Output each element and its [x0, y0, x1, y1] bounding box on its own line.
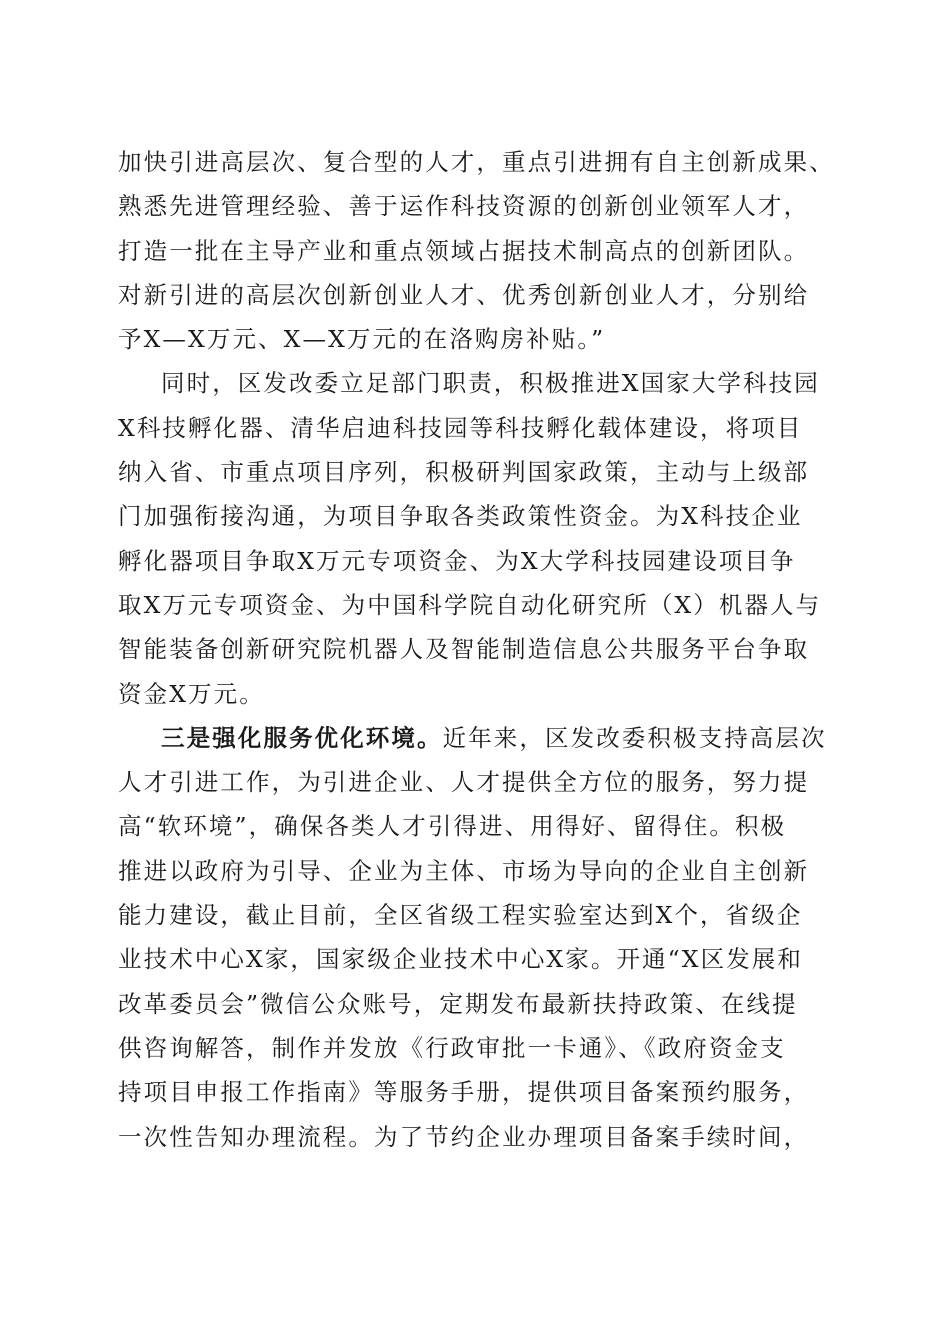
document-body: [118, 140, 838, 1159]
text-line: 高“软环境”，确保各类人才引得进、用得好、留得住。积极: [118, 812, 787, 841]
text-line: 业技术中心X家，国家级企业技术中心X家。开通“X区发展和: [118, 945, 804, 974]
text-line: 取X万元专项资金、为中国科学院自动化研究所（X）机器人与: [118, 590, 822, 619]
text-line: X科技孵化器、清华启迪科技园等科技孵化载体建设，将项目: [118, 413, 803, 442]
text-line: 一次性告知办理流程。为了节约企业办理项目备案手续时间，: [118, 1122, 810, 1151]
text-line: 加快引进高层次、复合型的人才，重点引进拥有自主创新成果、: [118, 148, 835, 176]
text-line: 同时，区发改委立足部门职责，积极推进X国家大学科技园: [161, 369, 820, 398]
text-line: 予X—X万元、X—X万元的在洛购房补贴。”: [118, 325, 606, 354]
text-line: 打造一批在主导产业和重点领域占据技术制高点的创新团队。: [118, 236, 810, 265]
text-line: 持项目申报工作指南》等服务手册，提供项目备案预约服务，: [118, 1078, 810, 1107]
text-line: 人才引进工作，为引进企业、人才提供全方位的服务，努力提: [118, 768, 810, 797]
text-line: 资金X万元。: [118, 679, 265, 708]
text-line: 供咨询解答，制作并发放《行政审批一卡通》、《政府资金支: [118, 1033, 786, 1062]
text-line-with-heading: [118, 716, 838, 760]
section-heading: 三是强化服务优化环境。: [161, 723, 443, 752]
heading-line-rest: 近年来，区发改委积极支持高层次: [442, 723, 827, 752]
paragraph-2: [118, 361, 838, 715]
text-line: 智能装备创新研究院机器人及智能制造信息公共服务平台争取: [118, 635, 810, 664]
text-line: 改革委员会”微信公众账号，定期发布最新扶持政策、在线提: [118, 989, 798, 1018]
text-line: 对新引进的高层次创新创业人才、优秀创新创业人才，分别给: [118, 280, 810, 309]
paragraph-3: [118, 716, 838, 1159]
text-line: 孵化器项目争取X万元专项资金、为X大学科技园建设项目争: [118, 546, 796, 575]
text-line: 推进以政府为引导、企业为主体、市场为导向的企业自主创新: [118, 856, 810, 885]
paragraph-1: [118, 140, 838, 361]
text-line: 门加强衔接沟通，为项目争取各类政策性资金。为X科技企业: [118, 502, 803, 531]
text-line: 能力建设，截止目前，全区省级工程实验室达到X个，省级企: [118, 901, 803, 930]
text-line: 纳入省、市重点项目序列，积极研判国家政策，主动与上级部: [118, 458, 810, 487]
text-line: 熟悉先进管理经验、善于运作科技资源的创新创业领军人才，: [118, 192, 810, 221]
